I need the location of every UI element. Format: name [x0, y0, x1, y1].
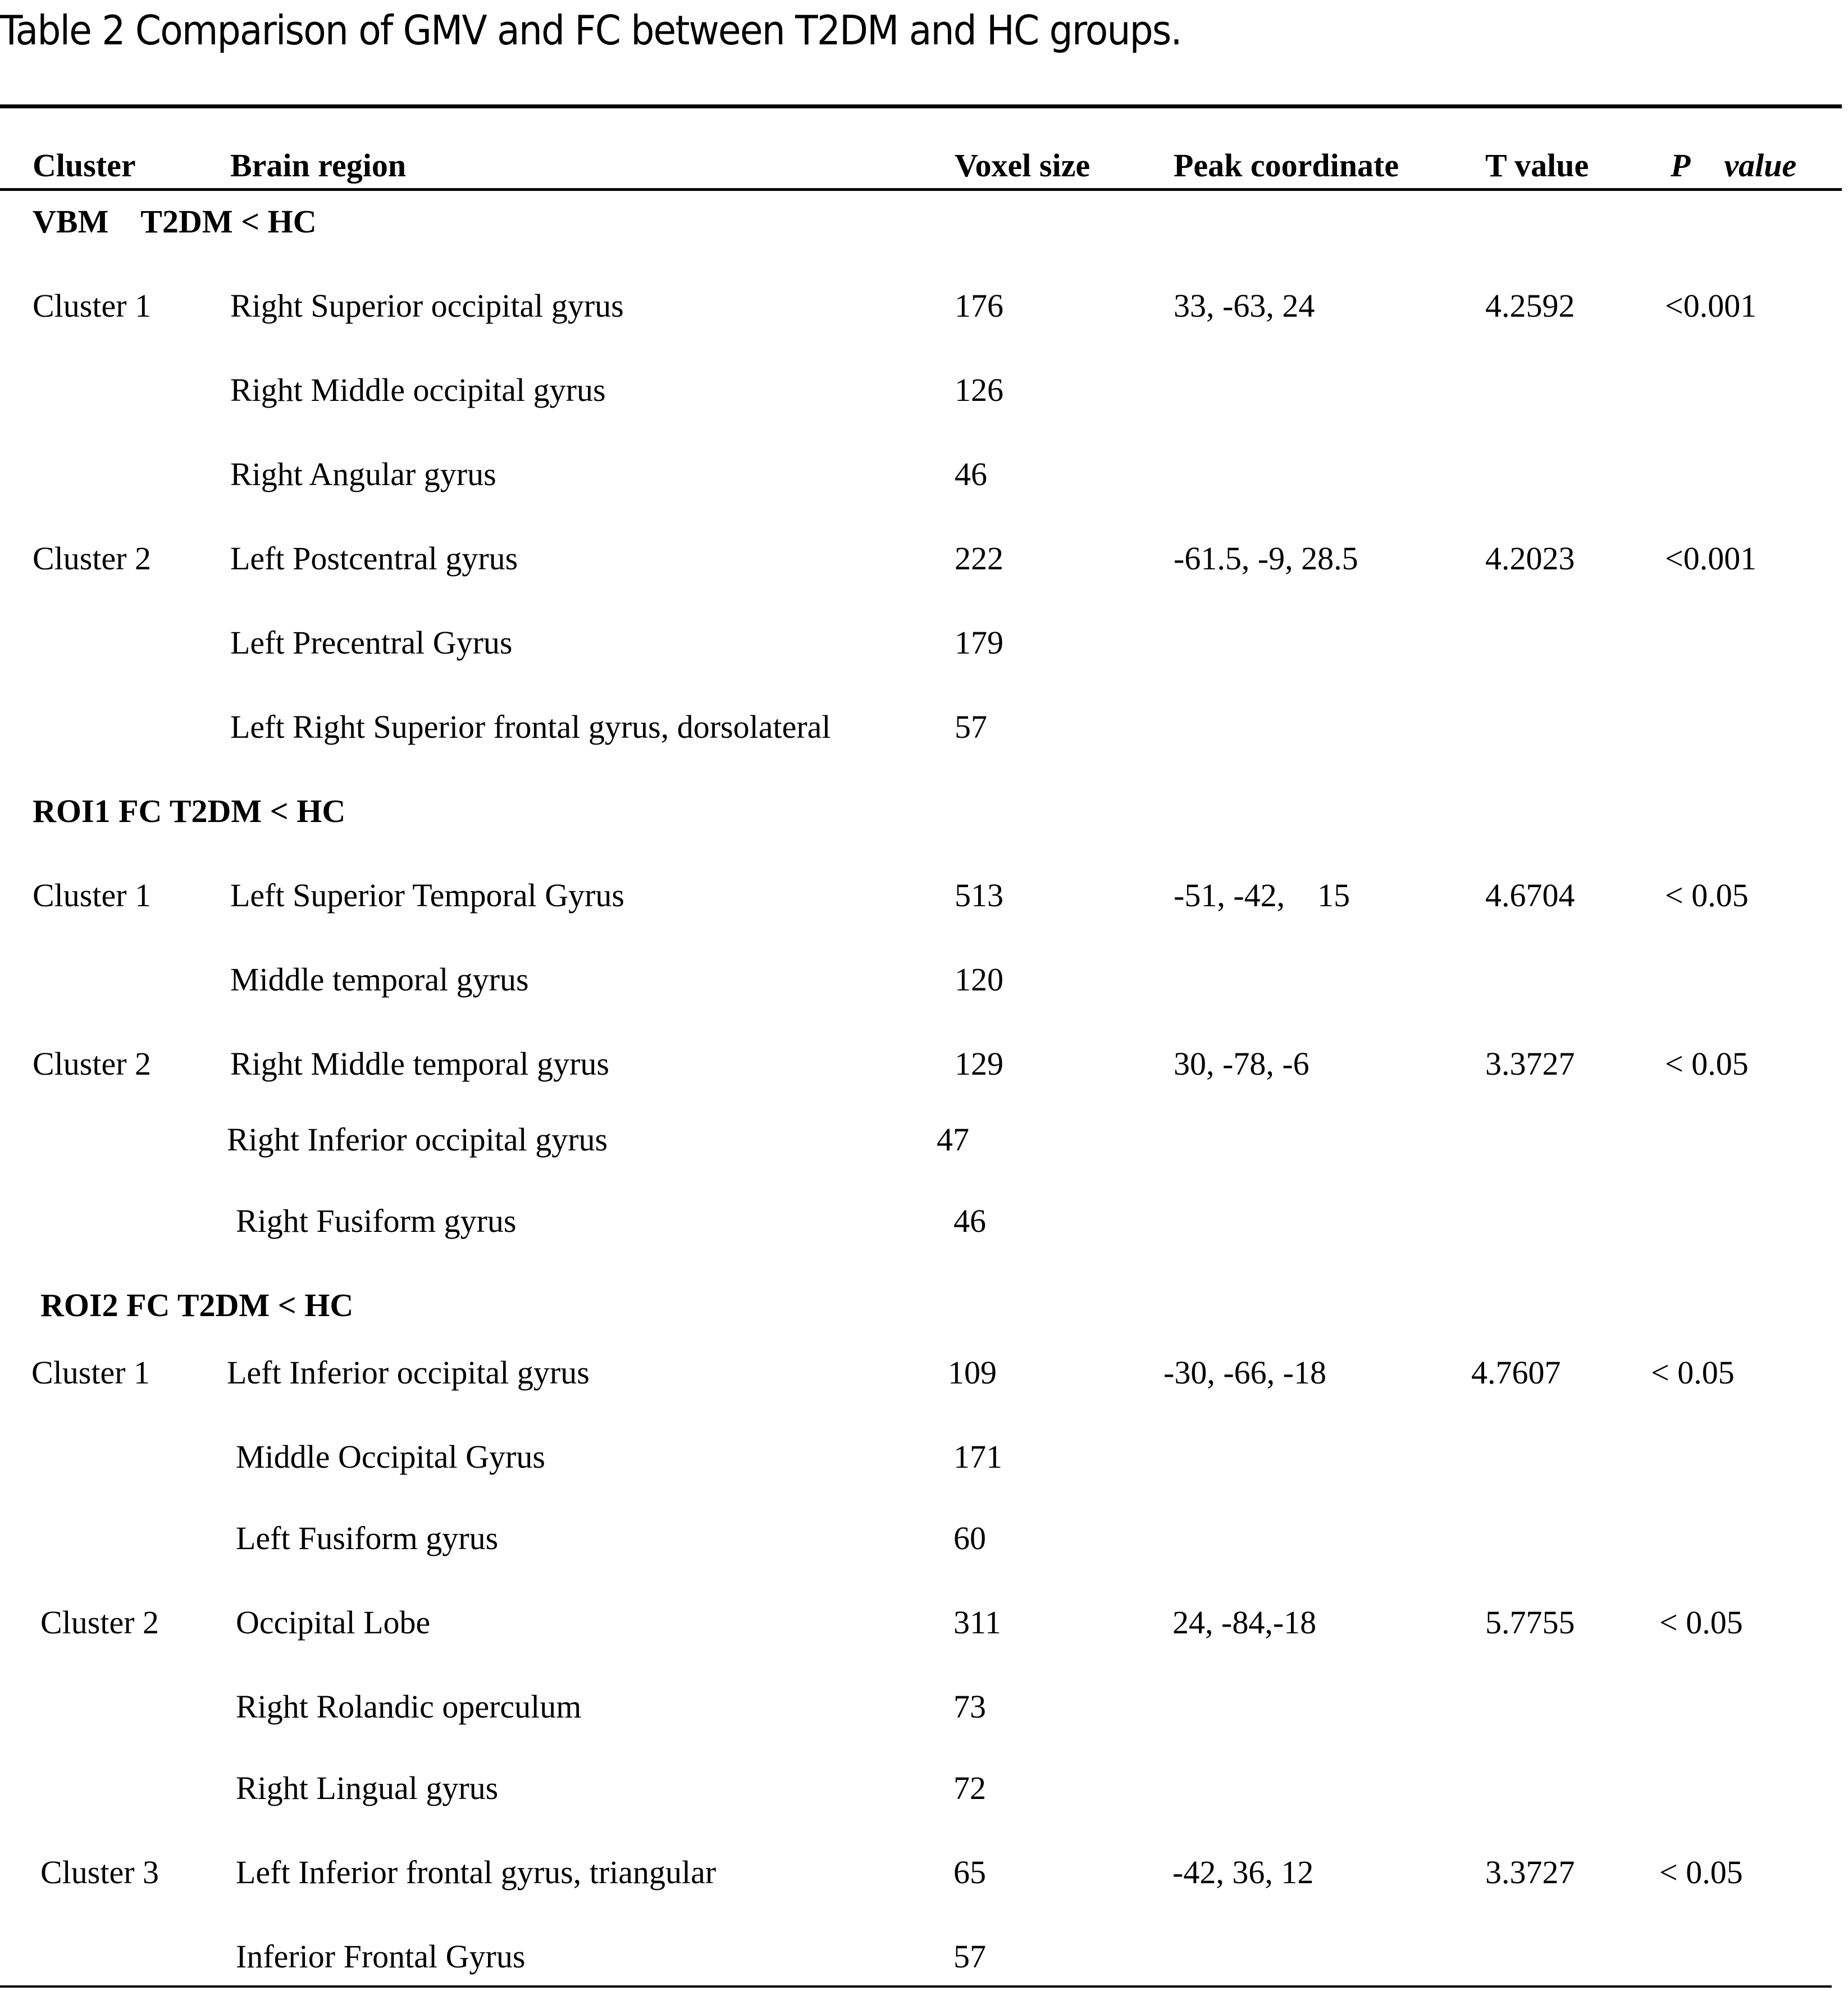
cell-peak-coordinate: -30, -66, -18 [1163, 1354, 1326, 1391]
cell-p-value: <0.001 [1665, 540, 1757, 577]
header-p-value [1671, 149, 1796, 182]
cell-cluster: Cluster 1 [33, 877, 152, 914]
cell-voxel-size: 126 [955, 372, 1003, 408]
cell-voxel-size: 47 [937, 1121, 969, 1158]
table-caption: Table 2 Comparison of GMV and FC between T2DM and HC groups. [0, 7, 1181, 54]
cell-p-value: < 0.05 [1665, 877, 1749, 914]
cell-brain-region: Right Angular gyrus [230, 456, 496, 492]
cell-t-value: 3.3727 [1485, 1045, 1575, 1082]
cell-brain-region: Right Superior occipital gyrus [230, 287, 624, 324]
cell-voxel-size: 65 [953, 1854, 986, 1890]
cell-t-value: 4.7607 [1471, 1354, 1561, 1391]
cell-p-value: < 0.05 [1659, 1604, 1743, 1641]
cell-t-value: 4.2592 [1485, 287, 1575, 324]
group-heading: ROI1 FC T2DM < HC [33, 793, 346, 829]
cell-voxel-size: 179 [955, 624, 1003, 661]
group-heading: ROI2 FC T2DM < HC [40, 1287, 354, 1323]
cell-brain-region: Right Inferior occipital gyrus [227, 1121, 608, 1158]
cell-voxel-size: 222 [955, 540, 1003, 577]
cell-brain-region: Left Inferior occipital gyrus [227, 1354, 590, 1391]
table-bottom-rule [0, 1985, 1832, 1988]
cell-cluster: Cluster 3 [40, 1854, 159, 1890]
cell-voxel-size: 120 [955, 961, 1003, 998]
cell-brain-region: Right Fusiform gyrus [236, 1203, 517, 1239]
cell-peak-coordinate: -51, -42, 15 [1174, 877, 1350, 914]
cell-voxel-size: 46 [955, 456, 987, 492]
cell-voxel-size: 73 [953, 1688, 986, 1725]
cell-brain-region: Left Right Superior frontal gyrus, dorsolateral [230, 709, 831, 745]
cell-brain-region: Right Middle temporal gyrus [230, 1045, 609, 1082]
cell-voxel-size: 129 [955, 1045, 1003, 1082]
cell-brain-region: Right Middle occipital gyrus [230, 372, 606, 408]
cell-brain-region: Occipital Lobe [236, 1604, 431, 1641]
cell-brain-region: Left Inferior frontal gyrus, triangular [236, 1854, 717, 1890]
cell-t-value: 5.7755 [1485, 1604, 1575, 1641]
group-heading: VBM T2DM < HC [33, 203, 317, 240]
cell-p-value: <0.001 [1665, 287, 1757, 324]
cell-brain-region: Left Superior Temporal Gyrus [230, 877, 624, 914]
cell-voxel-size: 72 [953, 1770, 986, 1806]
header-peak-coordinate: Peak coordinate [1174, 147, 1399, 184]
header-voxel-size: Voxel size [955, 147, 1090, 184]
cell-t-value: 4.6704 [1485, 877, 1575, 914]
cell-brain-region: Left Postcentral gyrus [230, 540, 518, 577]
cell-brain-region: Inferior Frontal Gyrus [236, 1938, 526, 1975]
header-p-word: value [1724, 147, 1797, 184]
cell-voxel-size: 171 [953, 1439, 1002, 1475]
cell-voxel-size: 60 [953, 1520, 986, 1556]
cell-voxel-size: 513 [955, 877, 1003, 914]
cell-brain-region: Left Fusiform gyrus [236, 1520, 499, 1556]
cell-brain-region: Middle Occipital Gyrus [236, 1439, 545, 1475]
cell-t-value: 3.3727 [1485, 1854, 1575, 1890]
cell-cluster: Cluster 1 [31, 1354, 150, 1391]
cell-voxel-size: 57 [953, 1938, 986, 1975]
cell-peak-coordinate: 33, -63, 24 [1174, 287, 1315, 324]
cell-p-value: < 0.05 [1651, 1354, 1735, 1391]
header-brain-region: Brain region [230, 147, 407, 184]
cell-cluster: Cluster 2 [33, 540, 152, 577]
cell-brain-region: Right Lingual gyrus [236, 1770, 499, 1806]
cell-peak-coordinate: -61.5, -9, 28.5 [1174, 540, 1358, 577]
cell-cluster: Cluster 1 [33, 287, 152, 324]
cell-t-value: 4.2023 [1485, 540, 1575, 577]
cell-brain-region: Right Rolandic operculum [236, 1688, 582, 1725]
cell-cluster: Cluster 2 [40, 1604, 159, 1641]
cell-voxel-size: 109 [948, 1354, 997, 1391]
table-top-rule [0, 104, 1842, 108]
cell-peak-coordinate: -42, 36, 12 [1172, 1854, 1314, 1890]
cell-voxel-size: 46 [953, 1203, 986, 1239]
cell-peak-coordinate: 30, -78, -6 [1174, 1045, 1309, 1082]
cell-voxel-size: 57 [955, 709, 987, 745]
cell-peak-coordinate: 24, -84,-18 [1172, 1604, 1317, 1641]
cell-p-value: < 0.05 [1665, 1045, 1749, 1082]
cell-brain-region: Middle temporal gyrus [230, 961, 529, 998]
header-cluster: Cluster [33, 147, 136, 184]
header-p-letter: P [1671, 147, 1691, 184]
table-header-rule [0, 188, 1842, 191]
cell-cluster: Cluster 2 [33, 1045, 152, 1082]
header-t-value: T value [1485, 147, 1589, 184]
cell-p-value: < 0.05 [1659, 1854, 1743, 1890]
cell-brain-region: Left Precentral Gyrus [230, 624, 513, 661]
cell-voxel-size: 311 [953, 1604, 1001, 1641]
cell-voxel-size: 176 [955, 287, 1003, 324]
